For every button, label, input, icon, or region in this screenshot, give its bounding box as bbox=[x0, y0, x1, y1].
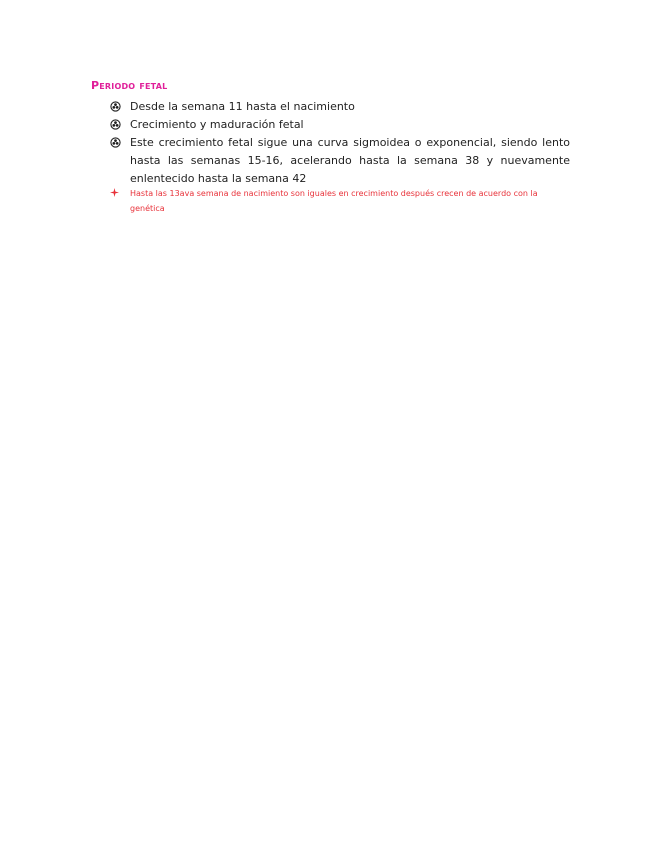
note-text: Hasta las 13ava semana de nacimiento son iguales en crecimiento después crecen de acuerdo con la genética bbox=[130, 189, 538, 213]
flower-bullet-icon bbox=[110, 137, 121, 148]
star-icon bbox=[110, 188, 119, 197]
section-heading: Periodo fetal bbox=[91, 79, 168, 92]
bullet-text: Este crecimiento fetal sigue una curva sigmoidea o exponencial, siendo lento hasta las semanas 15-16, acelerando hasta la semana 38 y nuevamente enlentecido hasta la semana 42 bbox=[130, 136, 570, 185]
flower-bullet-icon bbox=[110, 119, 121, 130]
list-item bbox=[110, 134, 570, 188]
bullet-text: Desde la semana 11 hasta el nacimiento bbox=[130, 100, 355, 113]
bullet-text: Crecimiento y maduración fetal bbox=[130, 118, 304, 131]
list-item bbox=[110, 116, 570, 134]
flower-bullet-icon bbox=[110, 101, 121, 112]
bullet-list bbox=[110, 98, 570, 188]
note bbox=[110, 186, 570, 216]
list-item bbox=[110, 98, 570, 116]
